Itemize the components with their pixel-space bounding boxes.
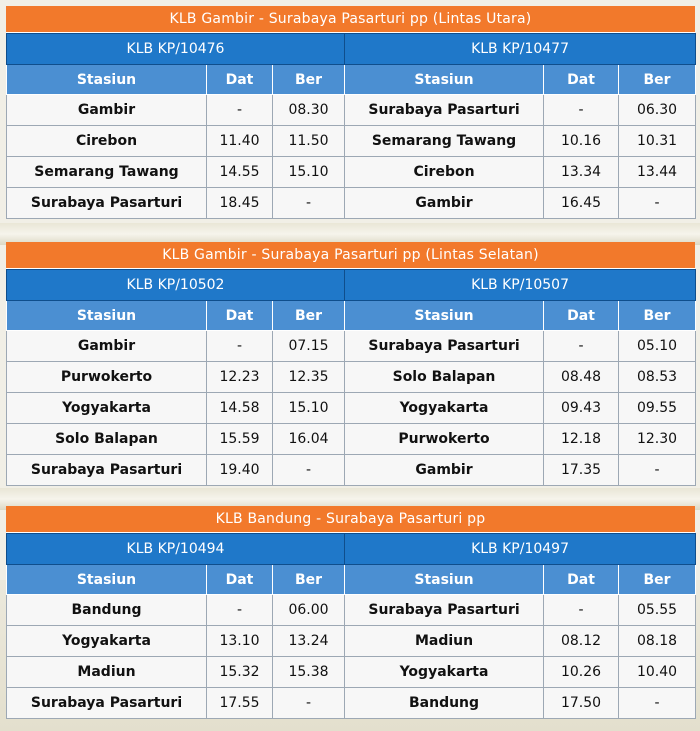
station-name: Gambir xyxy=(345,188,544,219)
departure-time: 05.55 xyxy=(619,595,696,626)
departure-time: - xyxy=(619,455,696,486)
arrival-time: 11.40 xyxy=(207,126,273,157)
column-header-arrival: Dat xyxy=(207,65,273,95)
arrival-time: - xyxy=(207,595,273,626)
train-number: KLB KP/10502 xyxy=(7,270,345,301)
departure-time: - xyxy=(619,688,696,719)
arrival-time: 10.26 xyxy=(544,657,619,688)
station-name: Gambir xyxy=(7,95,207,126)
column-header-arrival: Dat xyxy=(207,565,273,595)
table-row xyxy=(7,126,696,157)
station-name: Yogyakarta xyxy=(345,393,544,424)
column-header-departure: Ber xyxy=(273,565,345,595)
arrival-time: 19.40 xyxy=(207,455,273,486)
arrival-time: - xyxy=(544,595,619,626)
arrival-time: - xyxy=(207,331,273,362)
column-header-station: Stasiun xyxy=(345,565,544,595)
station-name: Semarang Tawang xyxy=(345,126,544,157)
table-row xyxy=(7,688,696,719)
train-number-row xyxy=(7,34,696,65)
departure-time: - xyxy=(273,455,345,486)
departure-time: 10.31 xyxy=(619,126,696,157)
table-row xyxy=(7,657,696,688)
column-header-arrival: Dat xyxy=(544,565,619,595)
arrival-time: 08.12 xyxy=(544,626,619,657)
column-header-station: Stasiun xyxy=(7,65,207,95)
arrival-time: - xyxy=(544,331,619,362)
departure-time: 15.10 xyxy=(273,157,345,188)
section-title: KLB Gambir - Surabaya Pasarturi pp (Lintas Utara) xyxy=(6,6,695,33)
train-number-row xyxy=(7,270,696,301)
column-header-station: Stasiun xyxy=(345,301,544,331)
arrival-time: 15.59 xyxy=(207,424,273,455)
departure-time: - xyxy=(273,188,345,219)
table-row xyxy=(7,157,696,188)
train-number-row xyxy=(7,534,696,565)
station-name: Yogyakarta xyxy=(345,657,544,688)
station-name: Yogyakarta xyxy=(7,393,207,424)
column-header-station: Stasiun xyxy=(7,565,207,595)
column-header-row xyxy=(7,565,696,595)
table-row xyxy=(7,424,696,455)
departure-time: 12.30 xyxy=(619,424,696,455)
table-row xyxy=(7,188,696,219)
station-name: Surabaya Pasarturi xyxy=(345,95,544,126)
station-name: Solo Balapan xyxy=(345,362,544,393)
station-name: Surabaya Pasarturi xyxy=(345,331,544,362)
departure-time: 10.40 xyxy=(619,657,696,688)
arrival-time: 18.45 xyxy=(207,188,273,219)
station-name: Cirebon xyxy=(7,126,207,157)
section-title: KLB Gambir - Surabaya Pasarturi pp (Lintas Selatan) xyxy=(6,242,695,269)
column-header-departure: Ber xyxy=(273,65,345,95)
table-row xyxy=(7,455,696,486)
station-name: Surabaya Pasarturi xyxy=(7,188,207,219)
station-name: Gambir xyxy=(7,331,207,362)
departure-time: 06.30 xyxy=(619,95,696,126)
arrival-time: 09.43 xyxy=(544,393,619,424)
arrival-time: 17.55 xyxy=(207,688,273,719)
departure-time: 12.35 xyxy=(273,362,345,393)
schedule-section xyxy=(6,6,695,219)
arrival-time: 15.32 xyxy=(207,657,273,688)
station-name: Madiun xyxy=(7,657,207,688)
table-row xyxy=(7,595,696,626)
station-name: Surabaya Pasarturi xyxy=(7,688,207,719)
train-number: KLB KP/10507 xyxy=(345,270,696,301)
departure-time: 05.10 xyxy=(619,331,696,362)
departure-time: 08.18 xyxy=(619,626,696,657)
station-name: Purwokerto xyxy=(345,424,544,455)
departure-time: 06.00 xyxy=(273,595,345,626)
departure-time: 15.38 xyxy=(273,657,345,688)
train-number: KLB KP/10476 xyxy=(7,34,345,65)
arrival-time: 13.10 xyxy=(207,626,273,657)
station-name: Purwokerto xyxy=(7,362,207,393)
station-name: Surabaya Pasarturi xyxy=(345,595,544,626)
departure-time: 08.53 xyxy=(619,362,696,393)
arrival-time: - xyxy=(207,95,273,126)
departure-time: 11.50 xyxy=(273,126,345,157)
arrival-time: 16.45 xyxy=(544,188,619,219)
train-number: KLB KP/10494 xyxy=(7,534,345,565)
train-number: KLB KP/10477 xyxy=(345,34,696,65)
schedule-table xyxy=(6,533,696,719)
arrival-time: 17.50 xyxy=(544,688,619,719)
table-row xyxy=(7,393,696,424)
departure-time: 08.30 xyxy=(273,95,345,126)
table-row xyxy=(7,362,696,393)
column-header-departure: Ber xyxy=(619,301,696,331)
arrival-time: 10.16 xyxy=(544,126,619,157)
column-header-station: Stasiun xyxy=(345,65,544,95)
table-row xyxy=(7,95,696,126)
schedule-table xyxy=(6,33,696,219)
arrival-time: 13.34 xyxy=(544,157,619,188)
arrival-time: 17.35 xyxy=(544,455,619,486)
station-name: Semarang Tawang xyxy=(7,157,207,188)
column-header-departure: Ber xyxy=(619,565,696,595)
schedule-table xyxy=(6,269,696,486)
departure-time: 15.10 xyxy=(273,393,345,424)
section-title: KLB Bandung - Surabaya Pasarturi pp xyxy=(6,506,695,533)
departure-time: - xyxy=(273,688,345,719)
station-name: Surabaya Pasarturi xyxy=(7,455,207,486)
column-header-arrival: Dat xyxy=(207,301,273,331)
arrival-time: 14.58 xyxy=(207,393,273,424)
column-header-departure: Ber xyxy=(619,65,696,95)
table-row xyxy=(7,626,696,657)
departure-time: 07.15 xyxy=(273,331,345,362)
departure-time: - xyxy=(619,188,696,219)
column-header-departure: Ber xyxy=(273,301,345,331)
departure-time: 13.44 xyxy=(619,157,696,188)
schedule-section xyxy=(6,506,695,719)
table-row xyxy=(7,331,696,362)
station-name: Yogyakarta xyxy=(7,626,207,657)
station-name: Bandung xyxy=(345,688,544,719)
station-name: Madiun xyxy=(345,626,544,657)
station-name: Bandung xyxy=(7,595,207,626)
train-number: KLB KP/10497 xyxy=(345,534,696,565)
arrival-time: 12.18 xyxy=(544,424,619,455)
column-header-row xyxy=(7,65,696,95)
departure-time: 09.55 xyxy=(619,393,696,424)
column-header-arrival: Dat xyxy=(544,65,619,95)
departure-time: 13.24 xyxy=(273,626,345,657)
station-name: Gambir xyxy=(345,455,544,486)
column-header-arrival: Dat xyxy=(544,301,619,331)
column-header-station: Stasiun xyxy=(7,301,207,331)
departure-time: 16.04 xyxy=(273,424,345,455)
arrival-time: - xyxy=(544,95,619,126)
arrival-time: 14.55 xyxy=(207,157,273,188)
station-name: Solo Balapan xyxy=(7,424,207,455)
schedule-section xyxy=(6,242,695,486)
arrival-time: 08.48 xyxy=(544,362,619,393)
column-header-row xyxy=(7,301,696,331)
arrival-time: 12.23 xyxy=(207,362,273,393)
station-name: Cirebon xyxy=(345,157,544,188)
